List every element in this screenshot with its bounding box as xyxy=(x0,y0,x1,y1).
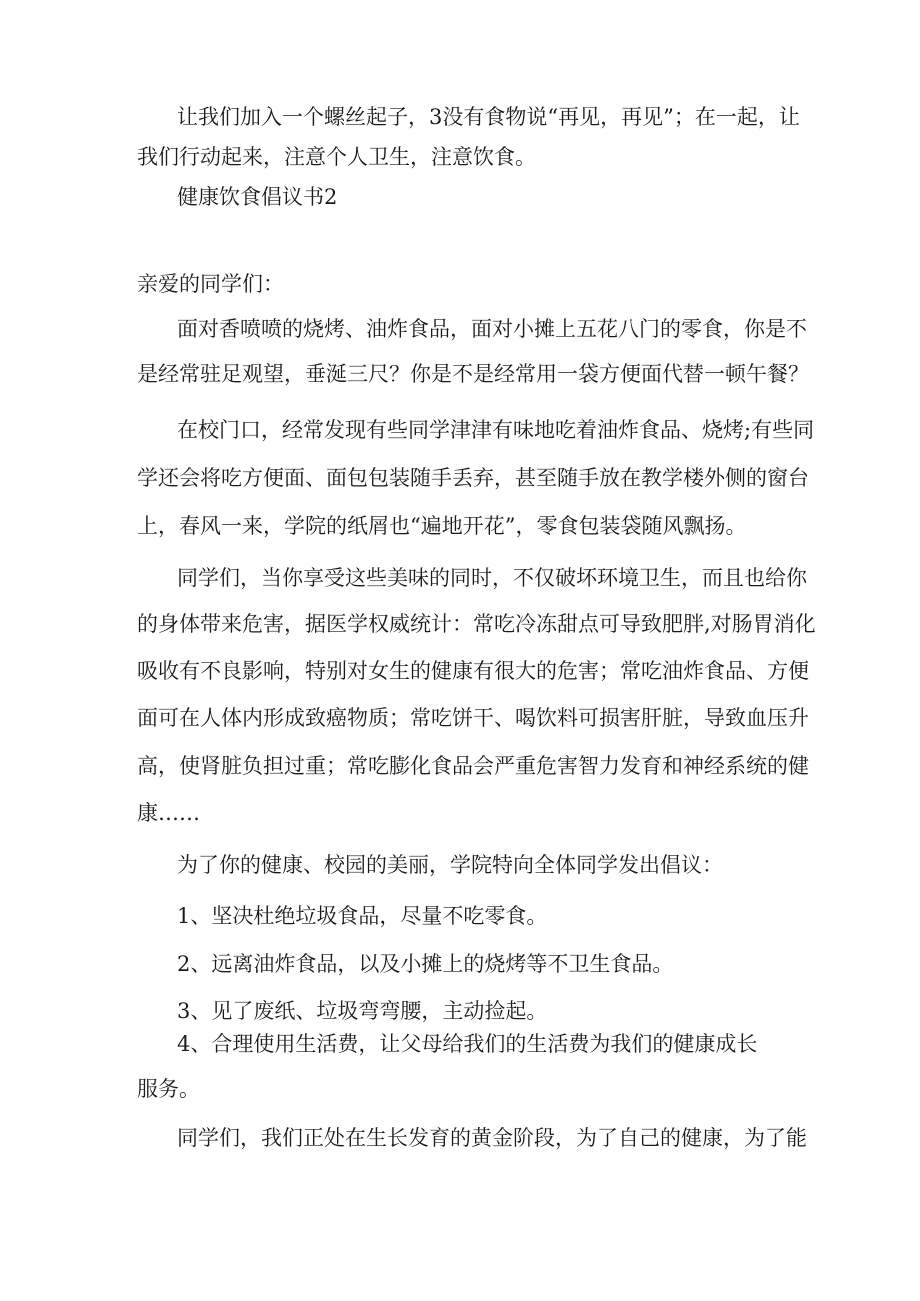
paragraph-line: 学还会将吃方便面、面包包装随手丢弃，甚至随手放在教学楼外侧的窗台 xyxy=(137,466,809,490)
list-item: 4、合理使用生活费，让父母给我们的生活费为我们的健康成长 xyxy=(177,1032,758,1056)
paragraph-line: 上，春风一来，学院的纸屑也“遍地开花”，零食包装袋随风飘扬。 xyxy=(137,514,747,538)
paragraph-line: 高，使肾脏负担过重；常吃膨化食品会严重危害智力发育和神经系统的健 xyxy=(137,754,809,778)
salutation: 亲爱的同学们： xyxy=(137,272,284,296)
paragraph-line: 面可在人体内形成致癌物质；常吃饼干、喝饮料可损害肝脏，导致血压升 xyxy=(137,706,809,730)
paragraph-line: 同学们，我们正处在生长发育的黄金阶段，为了自己的健康，为了能 xyxy=(177,1126,807,1150)
paragraph-line: 面对香喷喷的烧烤、油炸食品，面对小摊上五花八门的零食，你是不 xyxy=(177,317,807,341)
paragraph-line: 在校门口，经常发现有些同学津津有味地吃着油炸食品、烧烤;有些同 xyxy=(177,418,815,442)
paragraph-line: 让我们加入一个螺丝起子，3没有食物说“再见，再见”；在一起，让 xyxy=(177,105,800,129)
paragraph-line: 同学们，当你享受这些美味的同时，不仅破坏环境卫生，而且也给你 xyxy=(177,566,807,590)
list-item: 服务。 xyxy=(137,1077,200,1101)
paragraph-line: 康…… xyxy=(137,801,200,825)
paragraph-line: 为了你的健康、校园的美丽，学院特向全体同学发出倡议： xyxy=(177,853,723,877)
paragraph-line: 我们行动起来，注意个人卫生，注意饮食。 xyxy=(137,145,536,169)
paragraph-line: 吸收有不良影响，特别对女生的健康有很大的危害；常吃油炸食品、方便 xyxy=(137,659,809,683)
list-item: 2、远离油炸食品，以及小摊上的烧烤等不卫生食品。 xyxy=(177,952,674,976)
paragraph-line: 是经常驻足观望，垂涎三尺？你是不是经常用一袋方便面代替一顿午餐？ xyxy=(137,362,809,386)
list-item: 3、见了废纸、垃圾弯弯腰，主动捡起。 xyxy=(177,999,548,1023)
section-heading: 健康饮食倡议书2 xyxy=(177,185,338,209)
paragraph-line: 的身体带来危害，据医学权威统计：常吃冷冻甜点可导致肥胖,对肠胃消化 xyxy=(137,612,816,636)
list-item: 1、坚决杜绝垃圾食品，尽量不吃零食。 xyxy=(177,904,548,928)
